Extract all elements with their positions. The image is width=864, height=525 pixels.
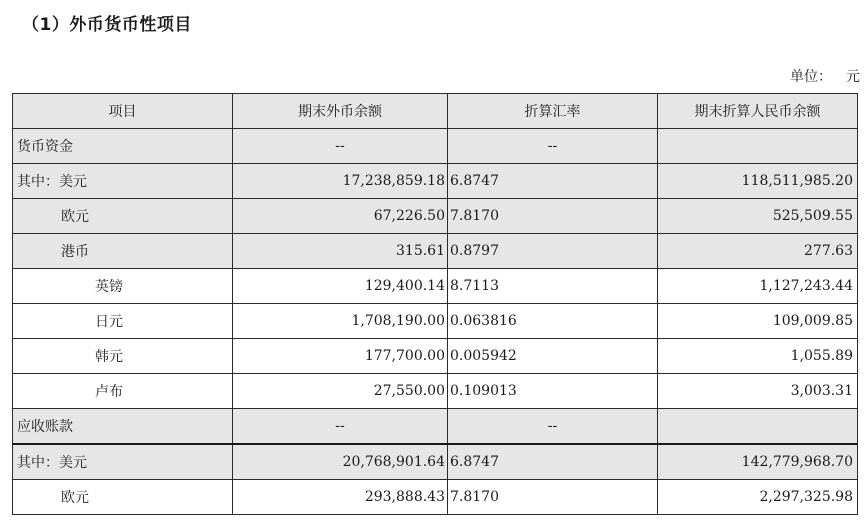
foreign-currency-table <box>12 93 858 515</box>
row-item: 其中：美元 <box>13 164 233 199</box>
header-exchange-rate: 折算汇率 <box>448 94 658 129</box>
table-row <box>13 234 858 269</box>
table-row <box>13 199 858 234</box>
row-foreign-balance: 315.61 <box>233 234 448 269</box>
row-foreign-balance: -- <box>233 129 448 164</box>
table-row <box>13 164 858 199</box>
row-rmb-balance: 3,003.31 <box>658 374 858 409</box>
row-foreign-balance: -- <box>233 409 448 445</box>
table-row <box>13 269 858 304</box>
unit-value: 元 <box>846 69 860 85</box>
row-foreign-balance: 177,700.00 <box>233 339 448 374</box>
row-item: 港币 <box>13 234 233 269</box>
table-row <box>13 129 858 164</box>
row-foreign-balance: 129,400.14 <box>233 269 448 304</box>
header-rmb-balance: 期末折算人民币余额 <box>658 94 858 129</box>
row-foreign-balance: 293,888.43 <box>233 480 448 515</box>
row-rmb-balance: 1,127,243.44 <box>658 269 858 304</box>
row-item: 韩元 <box>13 339 233 374</box>
row-rmb-balance: 277.63 <box>658 234 858 269</box>
row-exchange-rate: -- <box>448 409 658 445</box>
header-foreign-balance: 期末外币余额 <box>233 94 448 129</box>
row-item: 应收账款 <box>13 409 233 445</box>
row-rmb-balance: 109,009.85 <box>658 304 858 339</box>
row-item: 卢布 <box>13 374 233 409</box>
table-body <box>13 129 858 515</box>
row-item: 货币资金 <box>13 129 233 164</box>
row-rmb-balance: 2,297,325.98 <box>658 480 858 515</box>
row-foreign-balance: 17,238,859.18 <box>233 164 448 199</box>
row-rmb-balance <box>658 409 858 445</box>
table-header-row <box>13 94 858 129</box>
row-foreign-balance: 1,708,190.00 <box>233 304 448 339</box>
row-foreign-balance: 20,768,901.64 <box>233 444 448 480</box>
row-item: 欧元 <box>13 199 233 234</box>
table-row <box>13 339 858 374</box>
row-exchange-rate: 0.005942 <box>448 339 658 374</box>
table-row <box>13 480 858 515</box>
row-exchange-rate: -- <box>448 129 658 164</box>
table-row <box>13 374 858 409</box>
row-exchange-rate: 6.8747 <box>448 164 658 199</box>
row-rmb-balance <box>658 129 858 164</box>
row-exchange-rate: 7.8170 <box>448 199 658 234</box>
table-row <box>13 444 858 480</box>
row-exchange-rate: 0.8797 <box>448 234 658 269</box>
row-item: 英镑 <box>13 269 233 304</box>
row-exchange-rate: 7.8170 <box>448 480 658 515</box>
row-foreign-balance: 67,226.50 <box>233 199 448 234</box>
row-exchange-rate: 8.7113 <box>448 269 658 304</box>
row-exchange-rate: 0.063816 <box>448 304 658 339</box>
row-item: 欧元 <box>13 480 233 515</box>
row-exchange-rate: 6.8747 <box>448 444 658 480</box>
unit-label <box>790 66 860 86</box>
row-item: 其中：美元 <box>13 444 233 480</box>
table-row <box>13 409 858 445</box>
row-rmb-balance: 1,055.89 <box>658 339 858 374</box>
section-title: （1）外币货币性项目 <box>22 15 192 35</box>
header-item: 项目 <box>13 94 233 129</box>
unit-prefix: 单位： <box>790 69 832 85</box>
row-exchange-rate: 0.109013 <box>448 374 658 409</box>
row-rmb-balance: 118,511,985.20 <box>658 164 858 199</box>
row-item: 日元 <box>13 304 233 339</box>
row-rmb-balance: 525,509.55 <box>658 199 858 234</box>
table-row <box>13 304 858 339</box>
row-rmb-balance: 142,779,968.70 <box>658 444 858 480</box>
row-foreign-balance: 27,550.00 <box>233 374 448 409</box>
